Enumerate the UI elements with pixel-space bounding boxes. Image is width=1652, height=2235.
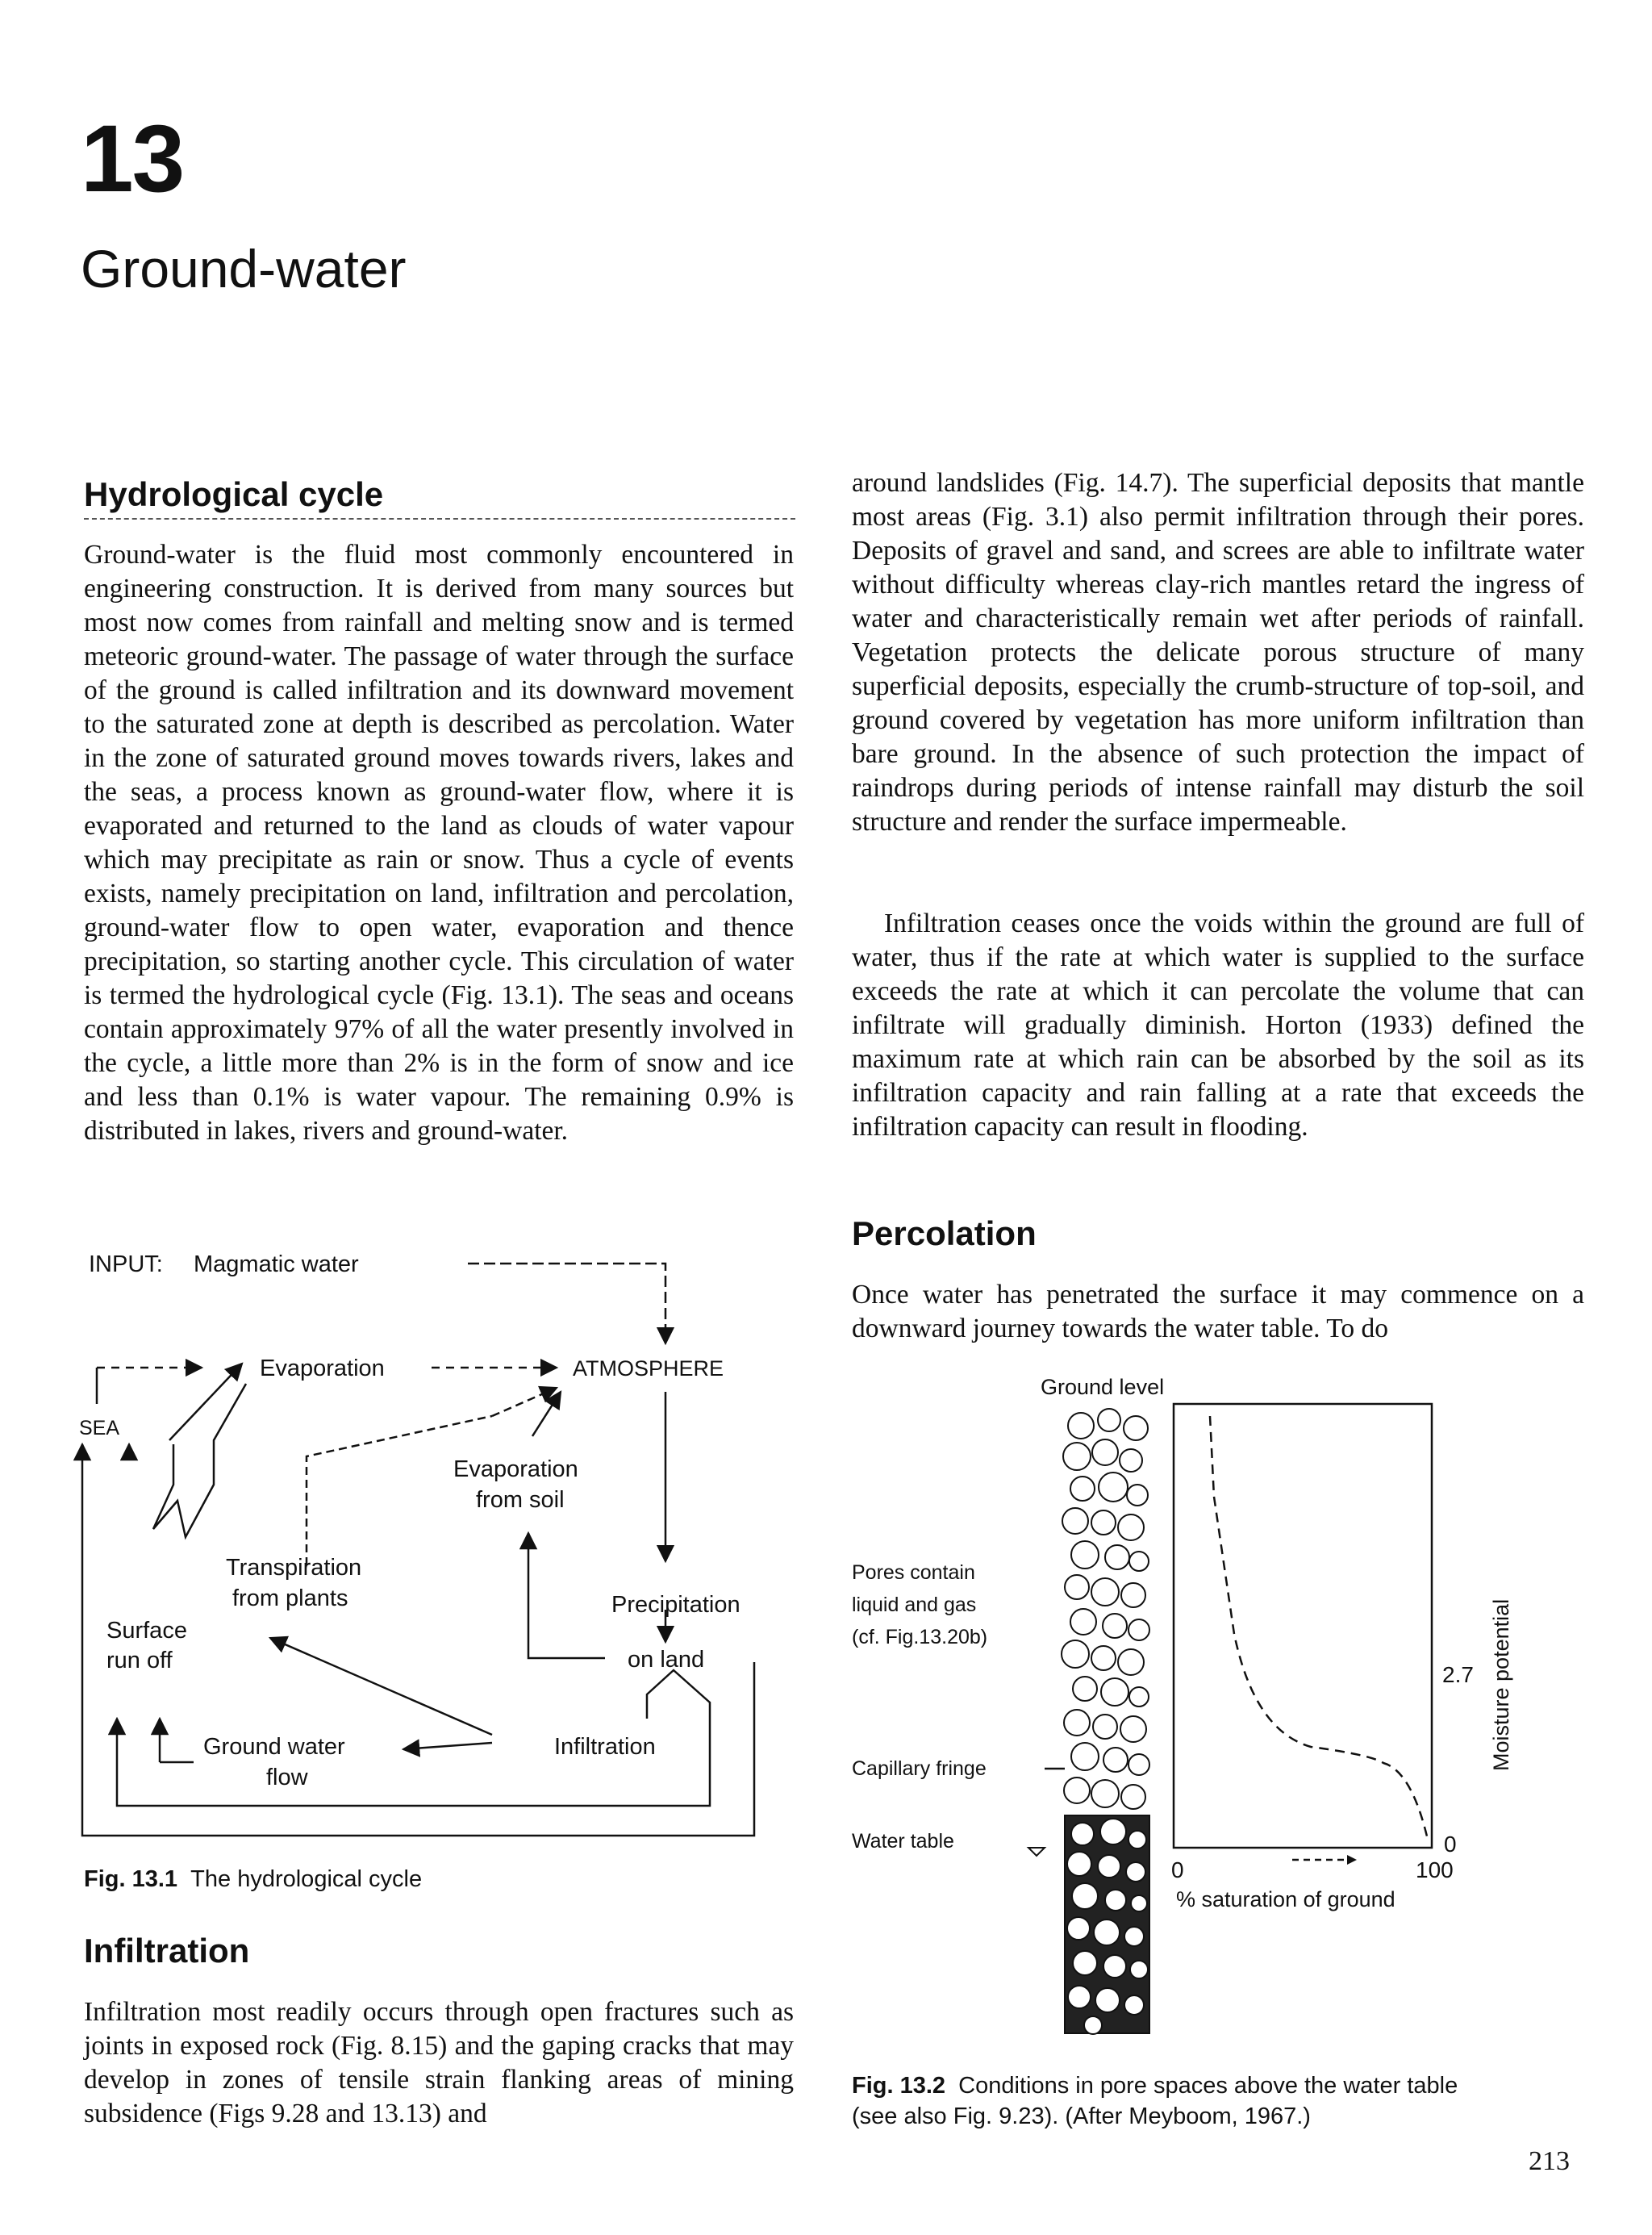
arrow-soil-to-atmosphere [532,1392,561,1436]
label-evaporation: Evaporation [260,1356,385,1381]
label-precipitation-1: Precipitation [611,1592,740,1618]
label-transpiration-2: from plants [232,1585,348,1611]
figure-13-2-caption-line-2: (see also Fig. 9.23). (After Meyboom, 1967.) [852,2103,1311,2129]
label-magmatic-water: Magmatic water [194,1251,359,1277]
loop-bottom [117,1799,710,1806]
arrow-infiltration-to-plants [270,1638,492,1735]
paragraph-infiltration-1: Infiltration most readily occurs through open fractures such as joints in exposed rock (Fig. 8.15) and the gaping cracks that may develop in zones of tensile strain flanking areas of mining subsidence (Figs 9.28 and 13.13) and [84,1997,794,2128]
section-heading-infiltration: Infiltration [84,1932,250,1970]
label-x-hundred: 100 [1416,1857,1454,1882]
surface-runoff-v [153,1384,246,1537]
label-sea: SEA [79,1417,120,1439]
label-x-axis: % saturation of ground [1176,1887,1395,1911]
label-atmosphere: ATMOSPHERE [573,1356,724,1381]
label-ground-water-flow-1: Ground water [203,1734,345,1760]
label-pores-3: (cf. Fig.13.20b) [852,1626,988,1648]
page-number: 213 [1529,2146,1570,2176]
arrow-magmatic-to-atmosphere [468,1264,665,1343]
figure-13-1-diagram [73,1243,799,1848]
arrow-infiltration-to-gwf [403,1743,492,1749]
label-capillary-fringe: Capillary fringe [852,1757,987,1780]
paragraph-infiltration-2: Infiltration ceases once the voids within the ground are full of water, thus if the rate at which water is supplied to the surface exceeds the rate at which it can percolate the volume that can infiltrate will gradually diminish. Horton (1933) defined the maximum rate at which rain can be absorbed by the soil as its infiltration capacity and rain falling at a rate that exceeds the infiltration capacity can result in flooding. [852,909,1584,1142]
label-water-table: Water table [852,1830,954,1853]
figure-13-2-caption-line-1: Conditions in pore spaces above the water table [958,2073,1458,2099]
figure-13-2-caption-label: Fig. 13.2 [852,2073,946,2099]
label-pores-2: liquid and gas [852,1594,977,1616]
label-input: INPUT: [89,1251,163,1277]
label-moisture-potential: Moisture potential [1489,1598,1513,1771]
arrow-transpiration-to-atmosphere [307,1416,492,1565]
label-evaporation-from-soil-2: from soil [476,1487,565,1513]
chapter-number: 13 [81,106,184,212]
label-y-value: 2.7 [1442,1662,1474,1687]
figure-13-2-diagram [847,1368,1573,2045]
paragraph-percolation: Once water has penetrated the surface it may commence on a downward journey towards the water table. To do [852,1280,1584,1343]
label-y-zero: 0 [1444,1832,1457,1857]
label-surface-runoff-2: run off [106,1648,173,1673]
label-surface-runoff-1: Surface [106,1618,187,1644]
label-transpiration-1: Transpiration [226,1555,362,1581]
figure-13-1-caption-text: The hydrological cycle [190,1866,423,1892]
saturated-column [1065,1815,1149,2034]
label-evaporation-from-soil-1: Evaporation [453,1456,578,1482]
figure-13-1-caption [84,1864,422,1895]
section-heading-percolation: Percolation [852,1214,1037,1252]
label-precipitation-2: on land [628,1647,705,1673]
label-pores-1: Pores contain [852,1561,975,1584]
chapter-title: Ground-water [81,239,407,299]
label-x-zero: 0 [1171,1857,1184,1882]
figure-13-1-caption-label: Fig. 13.1 [84,1866,178,1892]
label-ground-water-flow-2: flow [266,1765,308,1790]
x-axis-arrowhead [1347,1855,1357,1865]
paragraph-hydrological-cycle: Ground-water is the fluid most commonly encountered in engineering construction. It is derived from many sources but most now comes from rainfall and melting snow and is termed meteoric ground-water. The passage of water through the surface of the ground is called infiltration and its downward movement to the saturated zone at depth is described as percolation. Water in the zone of saturated ground moves towards rivers, lakes and the seas, a process known as ground-water flow, where it is evaporated and returned to the land as clouds of water vapour which may precipitate as rain or snow. Thus a cycle of events exists, namely precipitation on land, infiltration and percolation, ground-water flow to open water, evaporation and thence precipitation, so starting another cycle. This circulation of water is termed the hydrological cycle (Fig. 13.1). The seas and oceans contain approximately 97% of all the water presently involved in the cycle, a little more than 2% is in the form of snow and ice and less than 0.1% is water vapour. The remaining 0.9% is distributed in lakes, rivers and ground-water. [84,540,794,1146]
label-ground-level: Ground level [1041,1375,1165,1399]
section-heading-hydrological-cycle: Hydrological cycle [84,475,384,513]
paragraph-infiltration-1-continued: around landslides (Fig. 14.7). The superficial deposits that mantle most areas (Fig. 3.1) also permit infiltration through their pores. Deposits of gravel and sand, and screes are able to infiltrate water without difficulty whereas clay-rich mantles retard the ingress of water and characteristically remain wet after periods of rainfall. Vegetation protects the delicate porous structure of many superficial deposits, especially the crumb-structure of top-soil, and ground covered by vegetation has more uniform infiltration than bare ground. In the absence of such protection the impact of raindrops during periods of intense rainfall may disturb the soil structure and render the surface impermeable. [852,468,1584,837]
moisture-curve [1210,1416,1428,1840]
water-table-symbol [1028,1848,1045,1856]
sea-evaporation-slope [169,1364,242,1440]
label-infiltration: Infiltration [554,1734,656,1760]
on-land-roof [647,1670,710,1799]
figure-13-2-caption [852,2070,1458,2132]
heading-rule [84,518,795,520]
arrow-precip-to-soil-evap [528,1533,605,1658]
